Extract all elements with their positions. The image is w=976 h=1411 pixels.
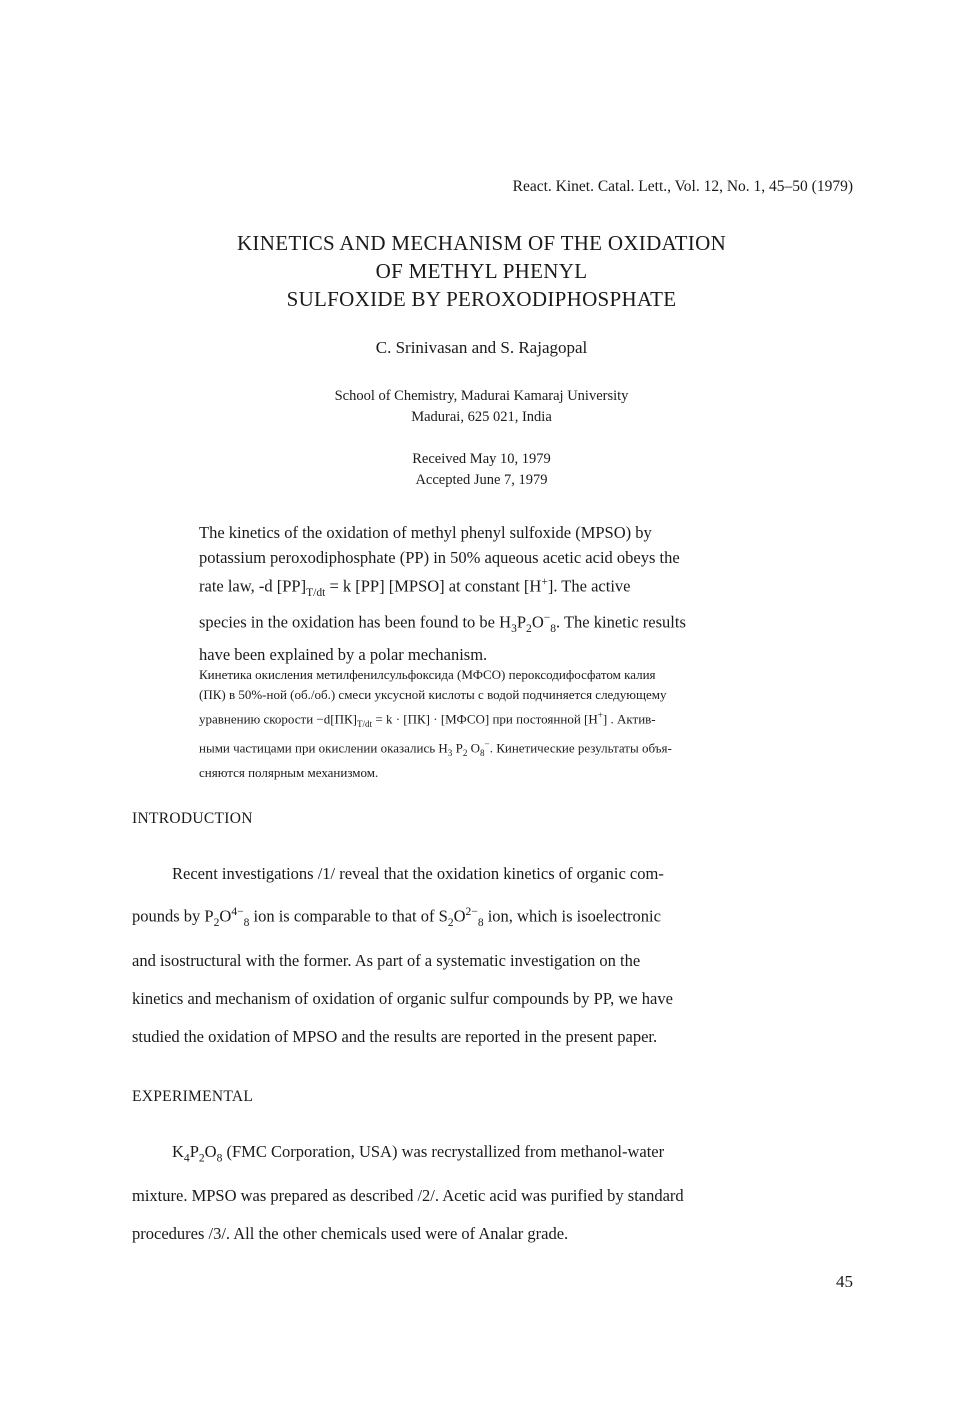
received-date: Received May 10, 1979 xyxy=(412,451,551,467)
abstract-line: potassium peroxodiphosphate (PP) in 50% aqueous acetic acid obeys the xyxy=(199,548,680,567)
paragraph-line: studied the oxidation of MPSO and the results are reported in the present paper. xyxy=(132,1026,658,1046)
affiliation-line-2: Madurai, 625 021, India xyxy=(411,409,552,425)
affiliation-line-1: School of Chemistry, Madurai Kamaraj University xyxy=(334,388,629,404)
russian-abstract-line: Кинетика окисления метилфенилсульфоксида (МФСО) пероксодифосфатом калия xyxy=(199,667,656,682)
paragraph-line: procedures /3/. All the other chemicals used were of Analar grade. xyxy=(132,1224,569,1244)
experimental-heading: EXPERIMENTAL xyxy=(132,1088,254,1105)
paragraph-line: $K_4P_2O_8$ (FMC Corporation, USA) was recrystallized from methanol-water xyxy=(172,1142,665,1165)
paragraph-line: kinetics and mechanism of oxidation of organic sulfur compounds by PP, we have xyxy=(132,988,673,1008)
russian-abstract-line: ными частицами при окислении оказались $H_3$ $P_2$ $O_8^-$. Кинетические результаты объя- xyxy=(199,738,672,758)
english-abstract xyxy=(199,520,839,667)
accepted-date: Accepted June 7, 1979 xyxy=(415,472,548,488)
russian-abstract-line: сняются полярным механизмом. xyxy=(199,764,379,780)
russian-abstract-line: (ПК) в 50%-ной (об./об.) смеси уксусной кислоты с водой подчиняется следующему xyxy=(199,687,667,702)
introduction-paragraph xyxy=(132,855,832,1056)
affiliation xyxy=(0,386,963,428)
experimental-paragraph xyxy=(132,1133,832,1253)
title-line-1: KINETICS AND MECHANISM OF THE OXIDATION xyxy=(236,231,727,255)
paragraph-line: pounds by $P_2O^{4-}_8$ ion is comparable to that of $S_2O^{2-}_8$ ion, which is isoelectronic xyxy=(132,906,661,929)
russian-abstract xyxy=(199,665,859,783)
paragraph-line: Recent investigations /1/ reveal that the oxidation kinetics of organic com- xyxy=(172,864,664,883)
paper-title xyxy=(0,229,963,313)
paragraph-line: mixture. MPSO was prepared as described /2/. Acetic acid was purified by standard xyxy=(132,1186,684,1206)
abstract-line: species in the oxidation has been found to be $H_3P_2O^-_8$. The kinetic results xyxy=(199,611,686,635)
page-number: 45 xyxy=(836,1272,853,1291)
abstract-line: rate law, -d $[PP]_{T/dt} = k$ [PP] [MPSO] at constant [H+]. The active xyxy=(199,576,631,599)
introduction-heading: INTRODUCTION xyxy=(132,810,253,827)
authors: C. Srinivasan and S. Rajagopal xyxy=(375,338,588,357)
paragraph-line: and isostructural with the former. As part of a systematic investigation on the xyxy=(132,950,641,970)
journal-reference: React. Kinet. Catal. Lett., Vol. 12, No. 1, 45–50 (1979) xyxy=(512,178,853,195)
title-line-2: OF METHYL PHENYL xyxy=(375,259,588,283)
russian-abstract-line: уравнению скорости $-d[ПК]_{T/dt} = k \cdot [ПК]$ · [МФСО] при постоянной [H+] . Актив- xyxy=(199,710,656,729)
abstract-line: The kinetics of the oxidation of methyl phenyl sulfoxide (MPSO) by xyxy=(199,523,652,542)
title-line-3: SULFOXIDE BY PEROXODIPHOSPHATE xyxy=(286,287,677,311)
submission-dates xyxy=(0,449,963,491)
abstract-line: have been explained by a polar mechanism. xyxy=(199,644,488,664)
